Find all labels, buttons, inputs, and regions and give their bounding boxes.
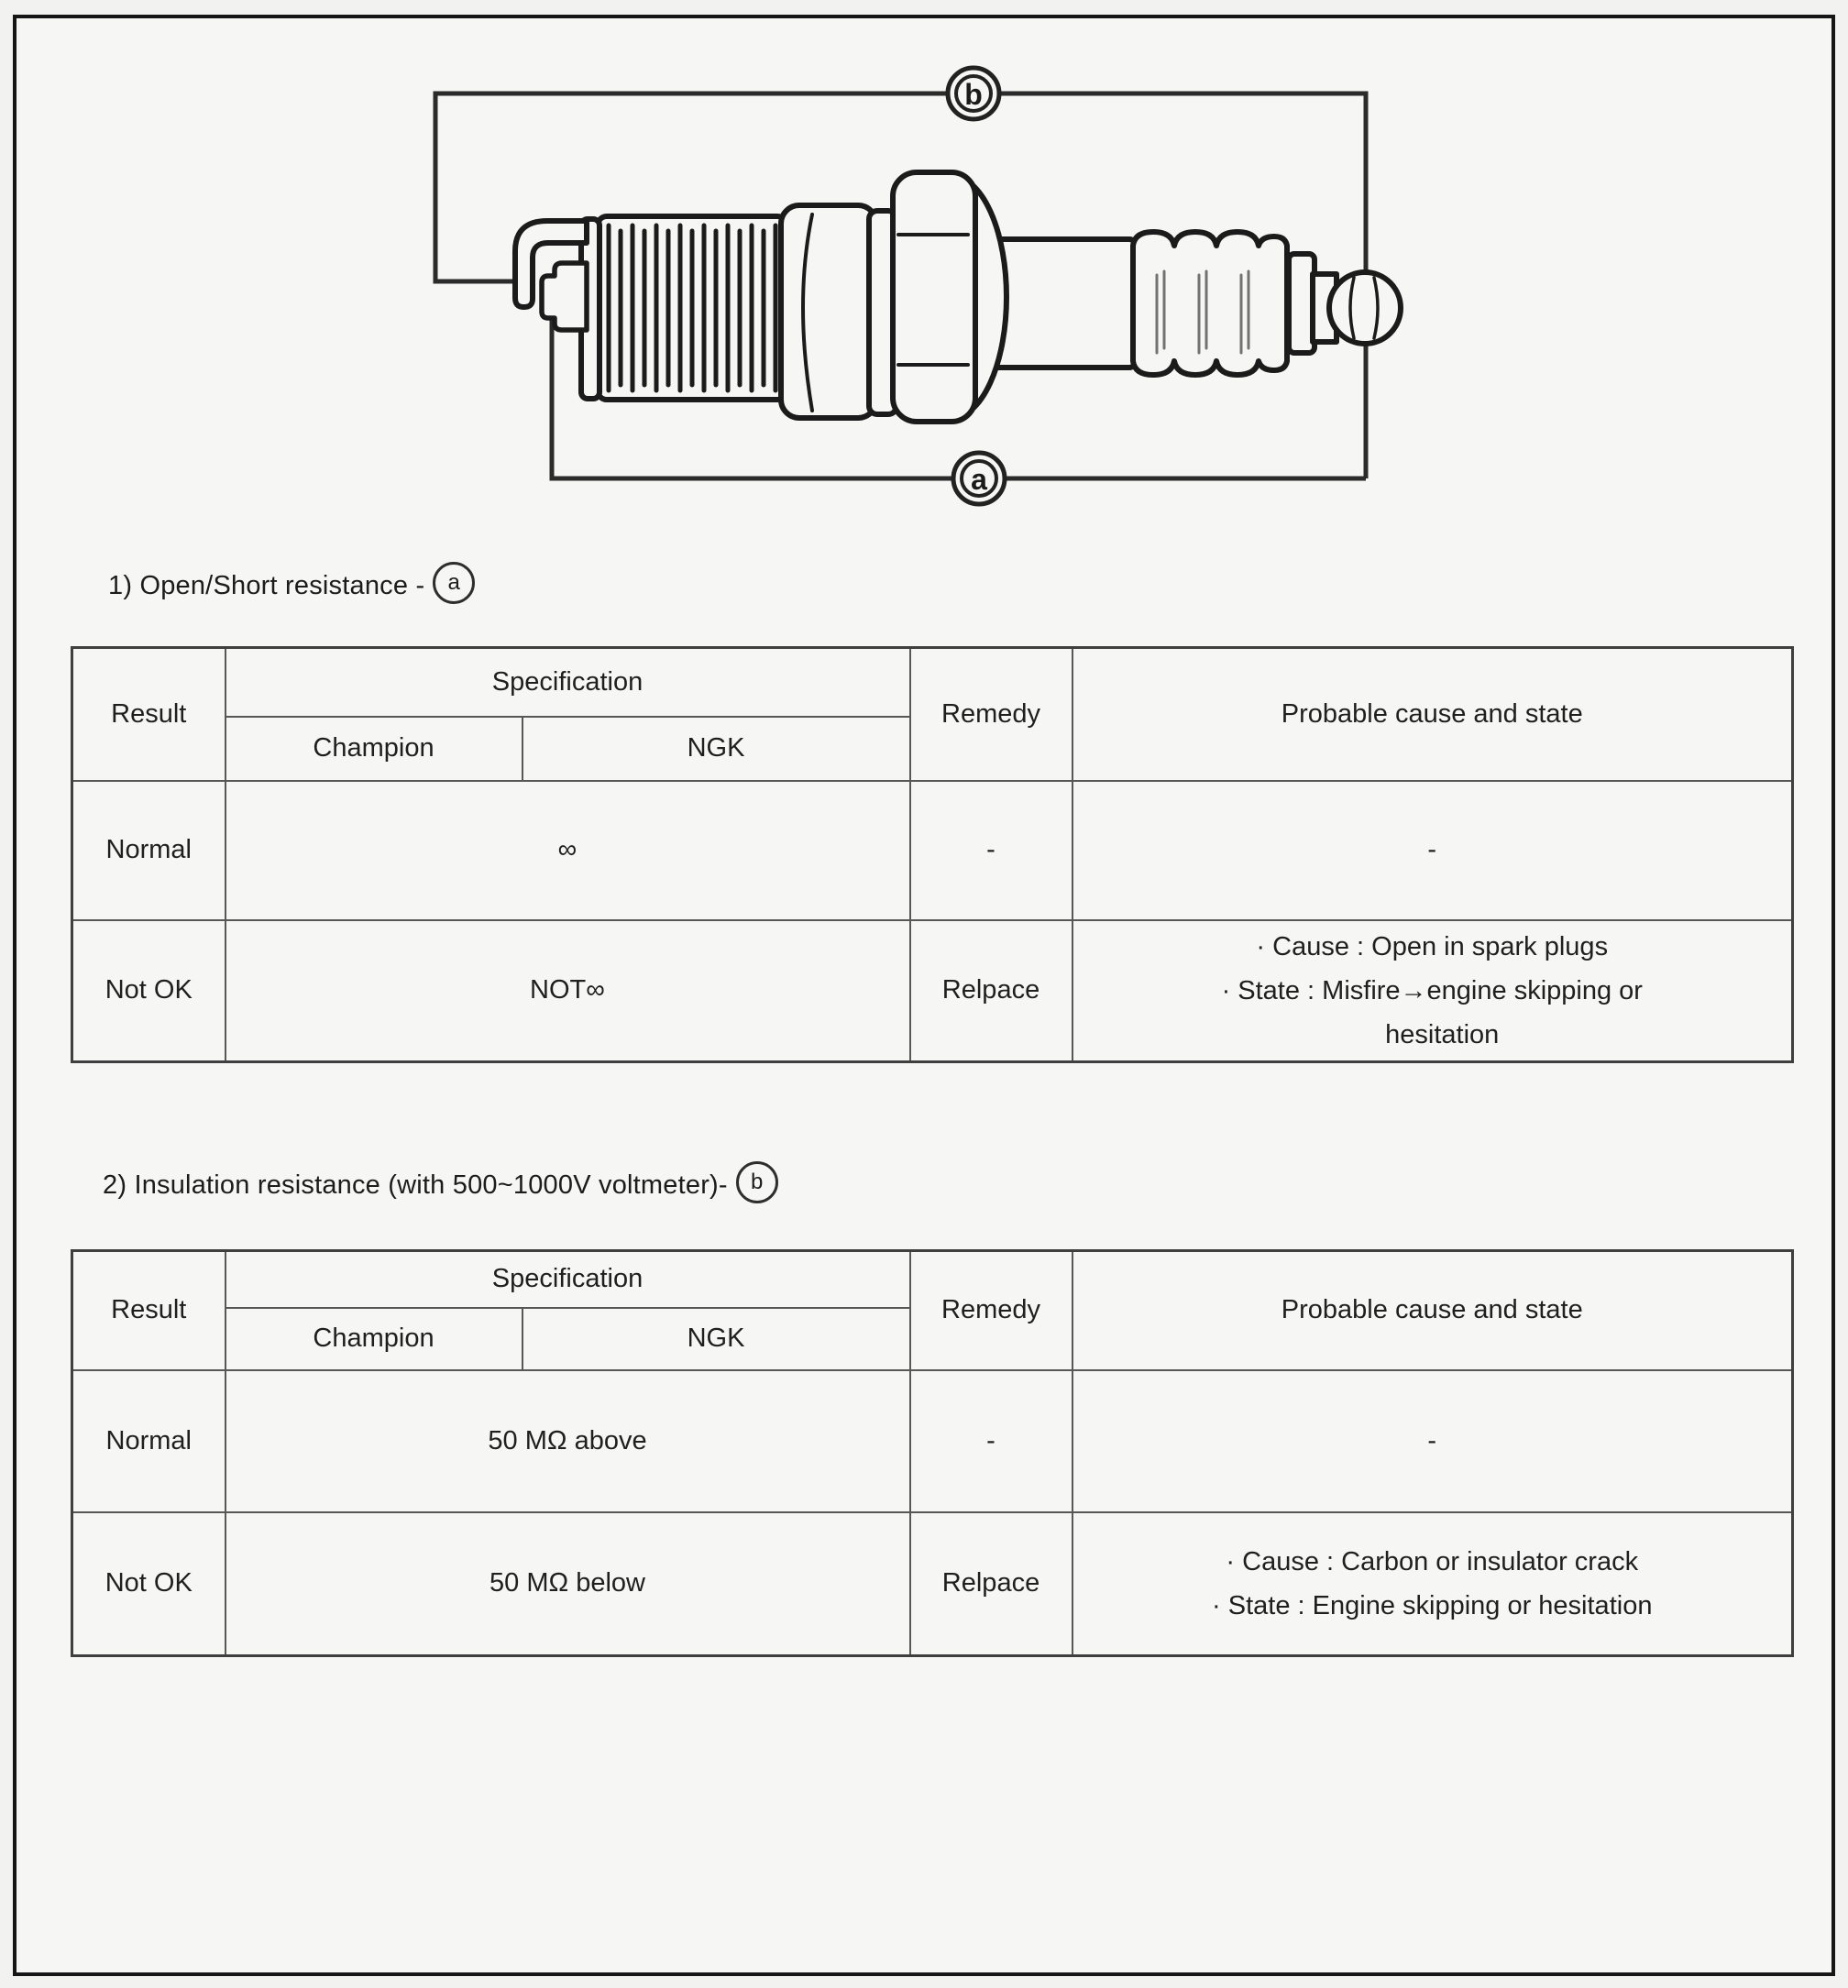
probe-b-badge <box>948 68 999 119</box>
cause-line: · Cause : Open in spark plugs <box>1256 931 1609 961</box>
col-header-champion: Champion <box>226 1308 522 1370</box>
col-header-specification: Specification <box>226 1251 910 1308</box>
probe-a-badge <box>953 453 1005 504</box>
spec-cell: ∞ <box>226 781 910 920</box>
thread-ridges <box>609 225 776 390</box>
state-line-continued: hesitation <box>1385 1019 1500 1049</box>
table-row <box>72 1370 1793 1512</box>
probable-cause-cell: - <box>1072 1370 1793 1512</box>
col-header-ngk: NGK <box>522 717 910 781</box>
col-header-remedy: Remedy <box>910 648 1072 781</box>
insulator-neck <box>990 239 1135 368</box>
col-header-probable-cause: Probable cause and state <box>1072 1251 1793 1370</box>
table-row <box>72 920 1793 1062</box>
spec-cell: 50 MΩ above <box>226 1370 910 1512</box>
col-header-result: Result <box>72 1251 226 1370</box>
center-electrode <box>542 263 587 330</box>
probe-a-label: a <box>971 463 987 496</box>
circled-b-icon: b <box>736 1161 778 1203</box>
spark-plug-illustration <box>515 172 1401 422</box>
hex-nut <box>893 172 975 422</box>
section-1-heading-text: 1) Open/Short resistance - <box>108 570 425 600</box>
cause-line: · Cause : Carbon or insulator crack <box>1226 1546 1639 1576</box>
col-header-specification: Specification <box>226 648 910 717</box>
result-cell: Normal <box>72 1370 226 1512</box>
probe-b-label: b <box>964 78 983 111</box>
col-header-remedy: Remedy <box>910 1251 1072 1370</box>
state-line: · State : Engine skipping or hesitation <box>1212 1590 1653 1620</box>
probable-cause-cell <box>1072 920 1793 1062</box>
result-cell: Not OK <box>72 920 226 1062</box>
remedy-cell: Relpace <box>910 1512 1072 1656</box>
table-row <box>72 1512 1793 1656</box>
col-header-champion: Champion <box>226 717 522 781</box>
state-line: · State : Misfire→engine skipping or <box>1221 975 1643 1005</box>
spark-plug-test-diagram <box>0 0 1848 550</box>
result-cell: Not OK <box>72 1512 226 1656</box>
spec-cell: NOT∞ <box>226 920 910 1062</box>
col-header-probable-cause: Probable cause and state <box>1072 648 1793 781</box>
probable-cause-cell: - <box>1072 781 1793 920</box>
remedy-cell: Relpace <box>910 920 1072 1062</box>
remedy-cell: - <box>910 1370 1072 1512</box>
shell-band <box>781 205 876 418</box>
insulation-resistance-table <box>71 1249 1794 1657</box>
col-header-result: Result <box>72 648 226 781</box>
terminal-knob <box>1329 272 1401 344</box>
circled-a-icon: a <box>433 562 475 604</box>
table-row <box>72 781 1793 920</box>
spec-cell: 50 MΩ below <box>226 1512 910 1656</box>
remedy-cell: - <box>910 781 1072 920</box>
open-short-resistance-table <box>71 646 1794 1063</box>
probable-cause-cell <box>1072 1512 1793 1656</box>
section-2-heading-text: 2) Insulation resistance (with 500~1000V voltmeter)- <box>103 1170 728 1200</box>
section-2-heading <box>103 1164 778 1206</box>
result-cell: Normal <box>72 781 226 920</box>
col-header-ngk: NGK <box>522 1308 910 1370</box>
section-1-heading <box>108 565 475 607</box>
